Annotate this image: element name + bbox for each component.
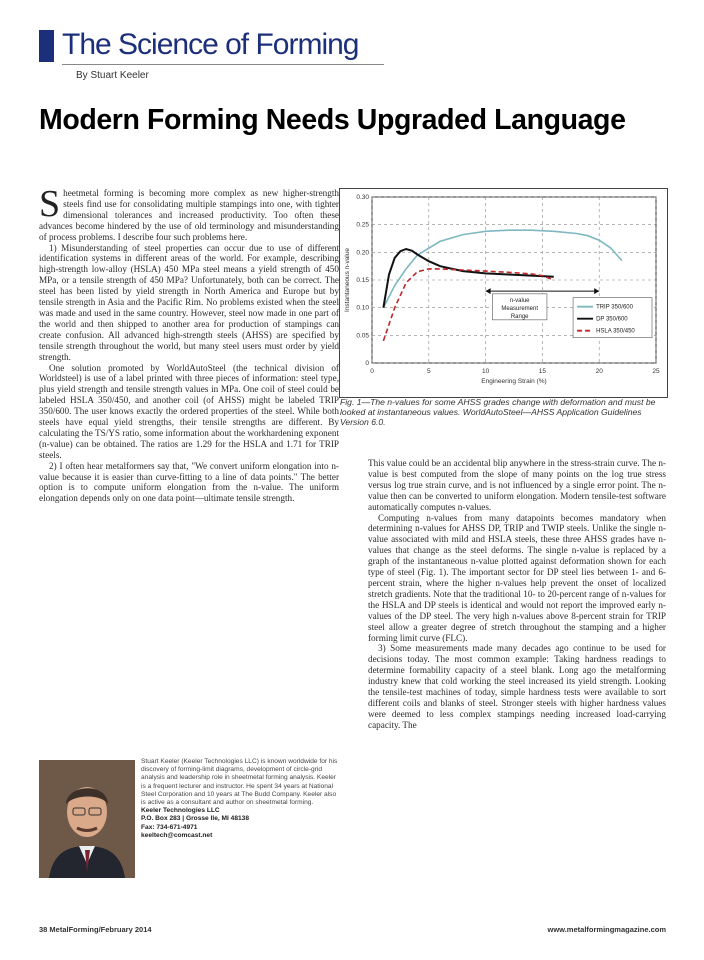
legend-entry: TRIP 350/600 (596, 304, 633, 311)
y-tick-label: 0.05 (356, 332, 369, 340)
y-tick-label: 0.10 (356, 304, 369, 312)
x-tick-label: 0 (370, 368, 374, 375)
author-photo (39, 760, 135, 878)
byline: By Stuart Keeler (76, 70, 149, 81)
range-label: Measurement (501, 305, 539, 312)
header-rule (62, 64, 384, 65)
bio-address: P.O. Box 283 | Grosse Ile, MI 48138 (141, 815, 250, 823)
paragraph: 3) Some measurements made many decades ago continue to be used for decisions today. The most common example: Taking hardness readings to determine formability capacity of a steel blank. Long ago the metalforming industry knew that cold working the steel increased its yield strength. Looking the tensile-test machines of today, simple hardness tests were available to sort different coils and blanks of steel. Stronger steels with higher hardness values were deemed to less complex stampings needing increased load-carrying capacity. The (368, 643, 666, 730)
footer-url[interactable]: www.metalformingmagazine.com (547, 925, 666, 934)
figure-chart (339, 188, 668, 398)
y-axis-label: Instantaneous n-value (344, 248, 351, 312)
body-column-left (39, 188, 339, 734)
bio-email[interactable]: keeltech@comcast.net (141, 831, 213, 839)
y-tick-label: 0.25 (356, 221, 369, 229)
x-tick-label: 15 (538, 368, 547, 375)
x-tick-label: 10 (481, 368, 490, 375)
footer-left: 38 MetalForming/February 2014 (39, 925, 152, 934)
y-tick-label: 0.30 (356, 194, 369, 201)
x-axis-label: Engineering Strain (%) (481, 378, 547, 385)
range-label: Range (510, 313, 529, 320)
figure-caption: Fig. 1—The n-values for some AHSS grades change with deformation and must be looked at instantaneous values. WorldAutoSteel—AHSS Application Guidelines Version 6.0. (340, 397, 656, 427)
headline: Modern Forming Needs Upgraded Language (39, 104, 626, 136)
y-tick-label: 0.15 (356, 277, 369, 284)
legend-entry: DP 350/600 (596, 316, 628, 323)
author-bio (141, 758, 341, 840)
paragraph: One solution promoted by WorldAutoSteel (the technical division of Worldsteel) is use of a label printed with three pieces of information: steel type, plus yield strength and tensile strength values in MPa. One coil of steel could be labeled HSLA 350/450, and another coil (of AHSS) might be labeled TRIP 350/600. The user knows exactly the ordered properties of the steel. While both steels have equal yield strengths, their tensile strengths are different. By calculating the TS/YS ratio, some information about the workhardening exponent (n-value) can be obtained. The ratios are 1.29 for the HSLA and 1.71 for TRIP steels. (39, 362, 339, 460)
section-color-bar (39, 30, 54, 62)
section-title: The Science of Forming (62, 28, 359, 61)
y-tick-label: 0 (365, 360, 369, 367)
n-value-chart (340, 189, 667, 397)
x-tick-label: 25 (652, 368, 660, 375)
bio-text: Stuart Keeler (Keeler Technologies LLC) is known worldwide for his discovery of forming-limit diagrams, development of circle-grid analysis and leadership role in sheetmetal forming analysis. Keeler is a frequent lecturer and instructor. He spent 34 years at National Steel Corporation and 10 years at The Budd Company. Keeler also is active as a consultant and author on sheetmetal forming. (141, 758, 338, 807)
legend-entry: HSLA 350/450 (596, 328, 635, 335)
bio-company: Keeler Technologies LLC (141, 807, 220, 815)
paragraph: 2) I often hear metalformers say that, "We convert uniform elongation into n-value because it is easier than curve-fitting to a line of data points." The better option is to compute uniform elongation from the n-value. The uniform elongation depends only on one data point—ultimate tensile strength. (39, 460, 339, 504)
y-tick-label: 0.20 (356, 249, 369, 257)
x-tick-label: 20 (595, 368, 603, 375)
range-label: n-value (509, 297, 530, 304)
paragraph: Computing n-values from many datapoints becomes mandatory when determining n-values for AHSS DP, TRIP and TWIP steels. Unlike the single n-value associated with mild and HSLA steels, these three AHSS grades have n-values that change as the steel deforms. The single n-value is replaced by a graph of the instantaneous n-value plotted against deformation shown for each type of steel (Fig. 1). The important sector for DP steel lies between 1- and 6-percent strain, where the higher n-values help prevent the onset of localized stretch gradients. Note that the traditional 10- to 20-percent range of n-values for the HSLA and DP steels is identical and would not report the improved early n-values of the DP steel. The very high n-values above 8-percent strain for TRIP steel allow a greater degree of stretch throughout the stamping and a higher forming limit curve (FLC). (368, 512, 666, 643)
dropcap: S (39, 188, 61, 225)
body-column-right (368, 458, 666, 918)
paragraph: 1) Misunderstanding of steel properties can occur due to use of different identification systems in different areas of the world. For example, describing high-strength low-alloy (HSLA) 450 MPa steel means a yield strength of 450 MPa, or a tensile strength of 450 MPa? Unfortunately, both can be correct. The steel has been listed by yield strength in North America and Europe but by tensile strength in Asia and the Pacific Rim. No problems existed when the steel was made and used in the same country. However, steel now made in one part of the world and then shipped to another area for production of stampings can create confusion. All advanced high-strength steels (AHSS) are specified by tensile strength throughout the world, but many steel users must order by yield strength. (39, 242, 339, 362)
x-tick-label: 5 (426, 368, 431, 375)
bio-fax: Fax: 734-671-4971 (141, 823, 198, 831)
paragraph: Sheetmetal forming is becoming more complex as new higher-strength steels find use for consolidating multiple stampings into one, with tighter dimensional tolerances and increased productivity. Too often these advances become hindered by the use of old terminology and misunderstanding of process problems. I describe four such problems here. (39, 188, 339, 242)
paragraph: This value could be an accidental blip anywhere in the stress-strain curve. The n-value is best computed from the slope of many points on the log true stress versus log true strain curve, and is not influenced by a single error point. The n-value then can be converted to uniform elongation. Modern tensile-test software automatically computes n-values. (368, 458, 666, 512)
